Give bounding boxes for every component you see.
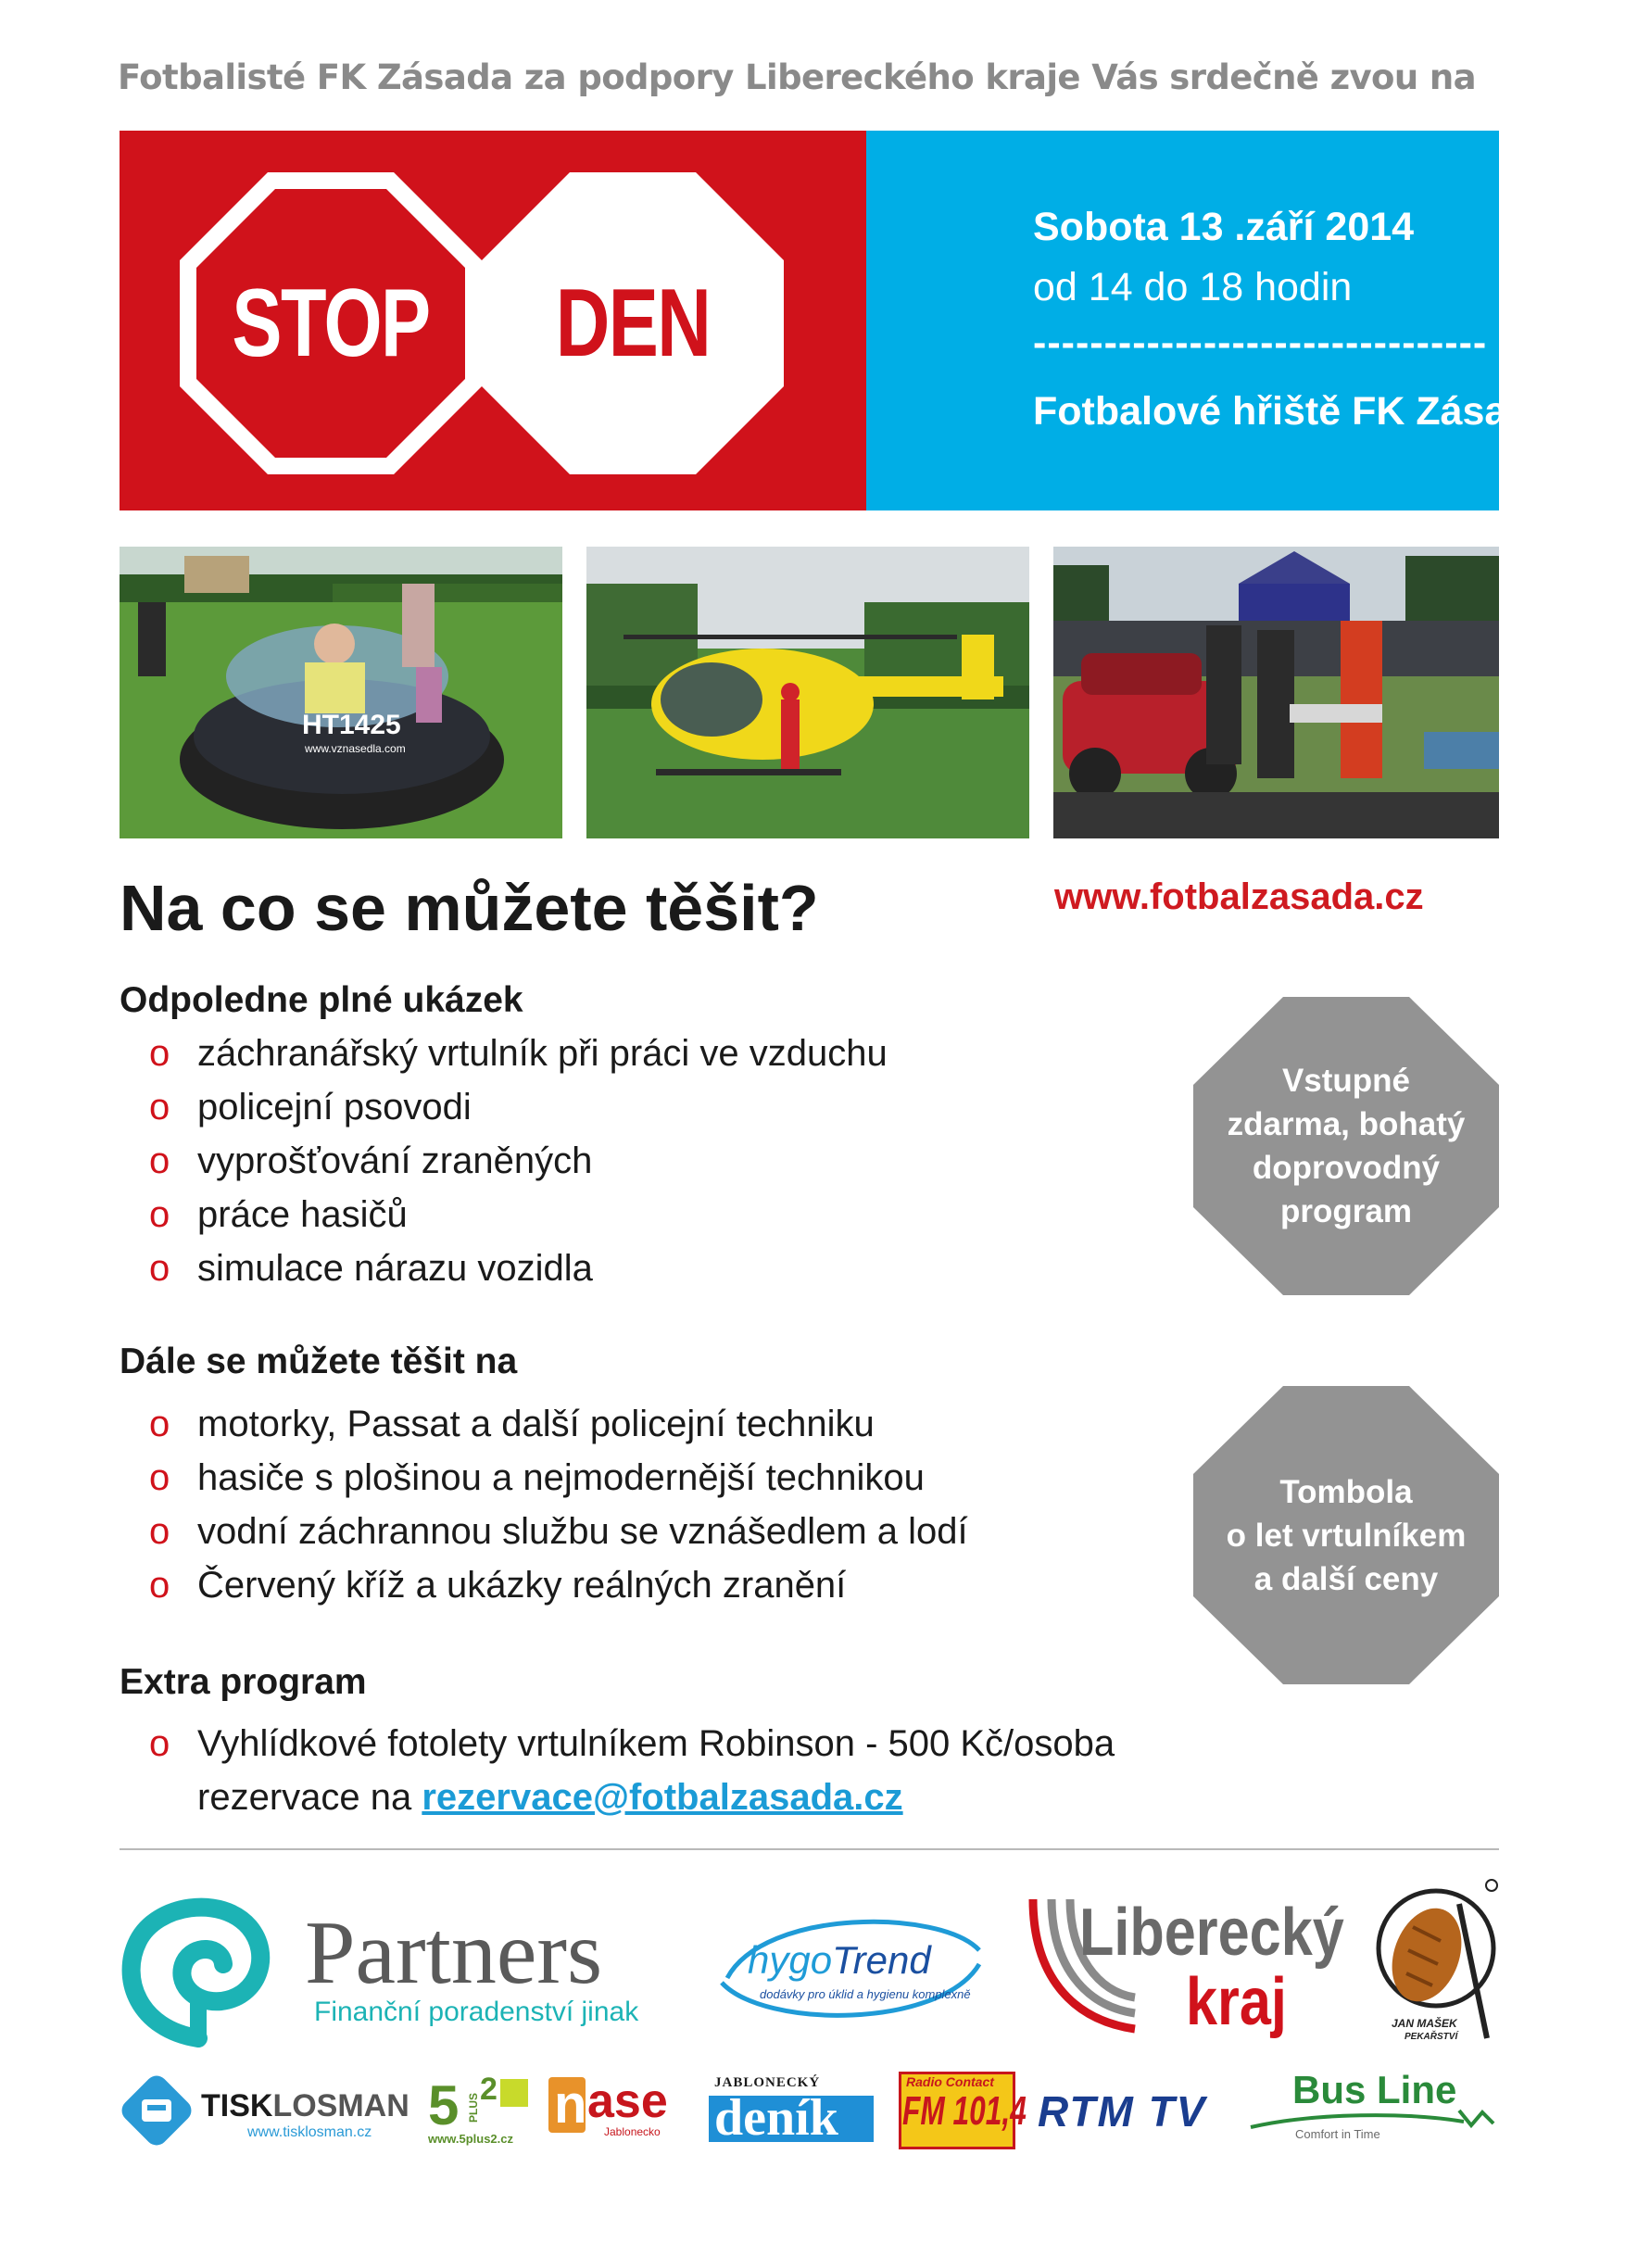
info-line: a další ceny	[1253, 1560, 1439, 1597]
partners-name: Partners	[305, 1903, 603, 2003]
bullet-icon: o	[149, 1140, 170, 1181]
logo-jablonecky-denik	[709, 2075, 875, 2146]
radio-main: FM 101,4	[902, 2088, 1027, 2134]
reservation-prefix: rezervace na	[197, 1777, 412, 1818]
fiveplus-url: www.5plus2.cz	[428, 2132, 513, 2146]
list-item: o simulace nárazu vozidla	[149, 1241, 888, 1295]
logo-nase	[548, 2074, 678, 2144]
fiveplus-plus: PLUS	[467, 2092, 481, 2123]
busline-name: Bus Line	[1292, 2068, 1457, 2111]
reservation-line	[149, 1770, 1115, 1824]
bullet-icon: o	[149, 1404, 170, 1444]
logo-partners	[120, 1890, 675, 2048]
logo-tisklosman	[120, 2073, 407, 2148]
info-line: doprovodný	[1252, 1150, 1441, 1186]
hovercraft-label: HT1425	[302, 710, 401, 740]
logo-5plus2	[428, 2073, 530, 2148]
reservation-email-link[interactable]: rezervace@fotbalzasada.cz	[422, 1777, 903, 1818]
list-item: o hasiče s plošinou a nejmodernější technikou	[149, 1451, 968, 1505]
list-item: o vyprošťování zraněných	[149, 1134, 888, 1188]
logo-liberecky-kraj	[1024, 1890, 1348, 2048]
info-line: Vstupné	[1281, 1063, 1411, 1099]
website-link[interactable]: www.fotbalzasada.cz	[1054, 876, 1424, 917]
bullet-icon: o	[149, 1194, 170, 1235]
liberecky-line2: kraj	[1186, 1965, 1287, 2039]
stop-sign-text: STOP	[232, 269, 430, 377]
list-item: o záchranářský vrtulník při práci ve vzduchu	[149, 1027, 888, 1080]
photo-rescue	[1053, 547, 1499, 838]
info-line: program	[1280, 1193, 1412, 1229]
tisklosman-name-a: TISK	[201, 2088, 273, 2123]
list-item: o policejní psovodi	[149, 1080, 888, 1134]
hygotrend-tagline: dodávky pro úklid a hygienu komplexně	[760, 1987, 971, 2001]
printer-icon	[120, 2073, 194, 2148]
info-line: zdarma, bohatý	[1227, 1106, 1466, 1142]
liberecky-line1: Liberecký	[1079, 1896, 1344, 1970]
bullet-icon: o	[149, 1511, 170, 1552]
list-demos	[149, 1027, 888, 1295]
banner-blue-panel	[866, 131, 1554, 510]
nase-sub: Jablonecko	[604, 2125, 661, 2138]
info-box-entry	[1193, 997, 1499, 1295]
denik-main: deník	[714, 2089, 838, 2147]
event-place: Fotbalové hřiště FK Zásada	[1033, 389, 1554, 434]
denik-top: JABLONECKÝ	[714, 2075, 821, 2090]
hygotrend-name-b: Trend	[832, 1938, 931, 1982]
bullet-icon: o	[149, 1087, 170, 1128]
info-line: o let vrtulníkem	[1226, 1517, 1467, 1554]
page-heading: Na co se můžete těšit?	[120, 872, 819, 944]
hovercraft-url: www.vznasedla.com	[305, 742, 406, 755]
list-extra	[149, 1717, 1115, 1824]
nase-n: n	[554, 2074, 587, 2135]
banner-red-panel	[120, 131, 866, 510]
list-item: o Vyhlídkové fotolety vrtulníkem Robinson - 500 Kč/osoba	[149, 1717, 1115, 1770]
tisklosman-name-b: LOSMAN	[272, 2088, 409, 2123]
bullet-icon: o	[149, 1565, 170, 1606]
photo-helicopter	[586, 547, 1029, 838]
fiveplus-big: 5	[428, 2074, 460, 2136]
bullet-icon: o	[149, 1457, 170, 1498]
event-date: Sobota 13 .září 2014	[1033, 205, 1415, 249]
hygotrend-name-a: hygo	[748, 1938, 833, 1982]
logo-rtm-tv	[1038, 2086, 1241, 2142]
photo-hovercraft	[120, 547, 562, 838]
section-title-demos: Odpoledne plné ukázek	[120, 980, 523, 1020]
list-more	[149, 1397, 968, 1612]
busline-tagline: Comfort in Time	[1295, 2127, 1380, 2141]
list-item: o motorky, Passat a další policejní techniku	[149, 1397, 968, 1451]
list-item: o práce hasičů	[149, 1188, 888, 1241]
section-title-extra: Extra program	[120, 1662, 367, 1702]
event-time: od 14 do 18 hodin	[1033, 265, 1353, 309]
bullet-icon: o	[149, 1033, 170, 1074]
logo-bus-line	[1251, 2068, 1501, 2146]
radio-top: Radio Contact	[906, 2074, 994, 2089]
logo-hygotrend	[709, 1909, 996, 2029]
logo-jan-masek	[1371, 1876, 1501, 2052]
partners-leaf-icon	[120, 1890, 277, 2048]
info-line: Tombola	[1279, 1473, 1413, 1510]
partners-tagline: Finanční poradenství jinak	[314, 1997, 639, 2027]
divider	[120, 1848, 1499, 1850]
section-title-more: Dále se můžete těšit na	[120, 1342, 518, 1381]
rtmtv-text: RTM TV	[1038, 2087, 1207, 2136]
list-item: o vodní záchrannou službu se vznášedlem a lodí	[149, 1505, 968, 1558]
tisklosman-url: www.tisklosman.cz	[247, 2124, 372, 2140]
info-box-tombola	[1193, 1386, 1499, 1684]
den-sign-text: DEN	[555, 269, 711, 377]
masek-line1: JAN MAŠEK	[1392, 2017, 1457, 2030]
event-separator: --------------------------------	[1033, 321, 1488, 365]
logo-radio-contact	[899, 2072, 1027, 2149]
masek-line2: PEKAŘSTVÍ	[1405, 2032, 1458, 2042]
event-banner	[120, 131, 1554, 510]
nase-ase: ase	[587, 2074, 668, 2128]
bullet-icon: o	[149, 1723, 170, 1764]
intro-text: Fotbalisté FK Zásada za podpory Libereckého kraje Vás srdečně zvou na	[118, 57, 1476, 97]
fiveplus-two: 2	[480, 2072, 498, 2107]
bullet-icon: o	[149, 1248, 170, 1289]
list-item: o Červený kříž a ukázky reálných zranění	[149, 1558, 968, 1612]
